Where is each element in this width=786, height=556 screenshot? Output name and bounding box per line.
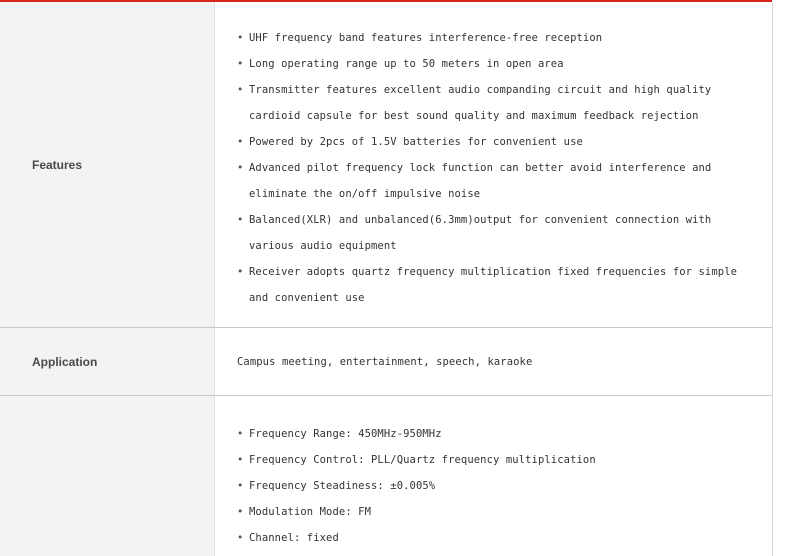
- list-item-continuation: cardioid capsule for best sound quality and maximum feedback rejection: [249, 110, 699, 122]
- specs-list: [0, 396, 772, 556]
- list-item: • Frequency Control: PLL/Quartz frequency multiplication: [237, 447, 772, 473]
- features-label: Features: [32, 157, 83, 172]
- application-label: Application: [32, 354, 98, 369]
- features-list: [0, 2, 772, 327]
- list-item-continuation: eliminate the on/off impulsive noise: [249, 188, 481, 200]
- bullet-icon: •: [237, 428, 244, 440]
- bullet-icon: •: [237, 480, 244, 492]
- bullet-icon: •: [237, 136, 244, 148]
- bullet-icon: •: [237, 266, 244, 278]
- bullet-icon: •: [237, 214, 244, 226]
- list-item: • Channel: fixed: [237, 525, 772, 551]
- bullet-icon: •: [237, 454, 244, 466]
- spec-table: [0, 2, 773, 556]
- bullet-icon: •: [237, 32, 244, 44]
- list-item-continuation: various audio equipment: [249, 240, 397, 252]
- bullet-icon: •: [237, 162, 244, 174]
- bullet-icon: •: [237, 84, 244, 96]
- table-row-features: [0, 2, 772, 328]
- list-item: • Modulation Mode: FM: [237, 499, 772, 525]
- list-item: • Long operating range up to 50 meters in open area: [237, 51, 772, 77]
- list-item-continuation: and convenient use: [249, 292, 365, 304]
- list-item: • Transmitter features excellent audio companding circuit and high quality: [237, 77, 772, 103]
- bullet-icon: •: [237, 532, 244, 544]
- list-item: • Advanced pilot frequency lock function can better avoid interference and: [237, 155, 772, 181]
- table-row-application: [0, 328, 772, 396]
- bullet-icon: •: [237, 506, 244, 518]
- list-item: • Balanced(XLR) and unbalanced(6.3mm)output for convenient connection with: [237, 207, 772, 233]
- application-value: [0, 328, 772, 395]
- table-row-specifications: [0, 396, 772, 556]
- list-item: • Frequency Steadiness: ±0.005%: [237, 473, 772, 499]
- list-item: • Powered by 2pcs of 1.5V batteries for convenient use: [237, 129, 772, 155]
- list-item: • UHF frequency band features interference-free reception: [237, 25, 772, 51]
- list-item: • Frequency Range: 450MHz-950MHz: [237, 421, 772, 447]
- application-text: Campus meeting, entertainment, speech, karaoke: [237, 355, 533, 368]
- bullet-icon: •: [237, 58, 244, 70]
- list-item: • Receiver adopts quartz frequency multiplication fixed frequencies for simple: [237, 259, 772, 285]
